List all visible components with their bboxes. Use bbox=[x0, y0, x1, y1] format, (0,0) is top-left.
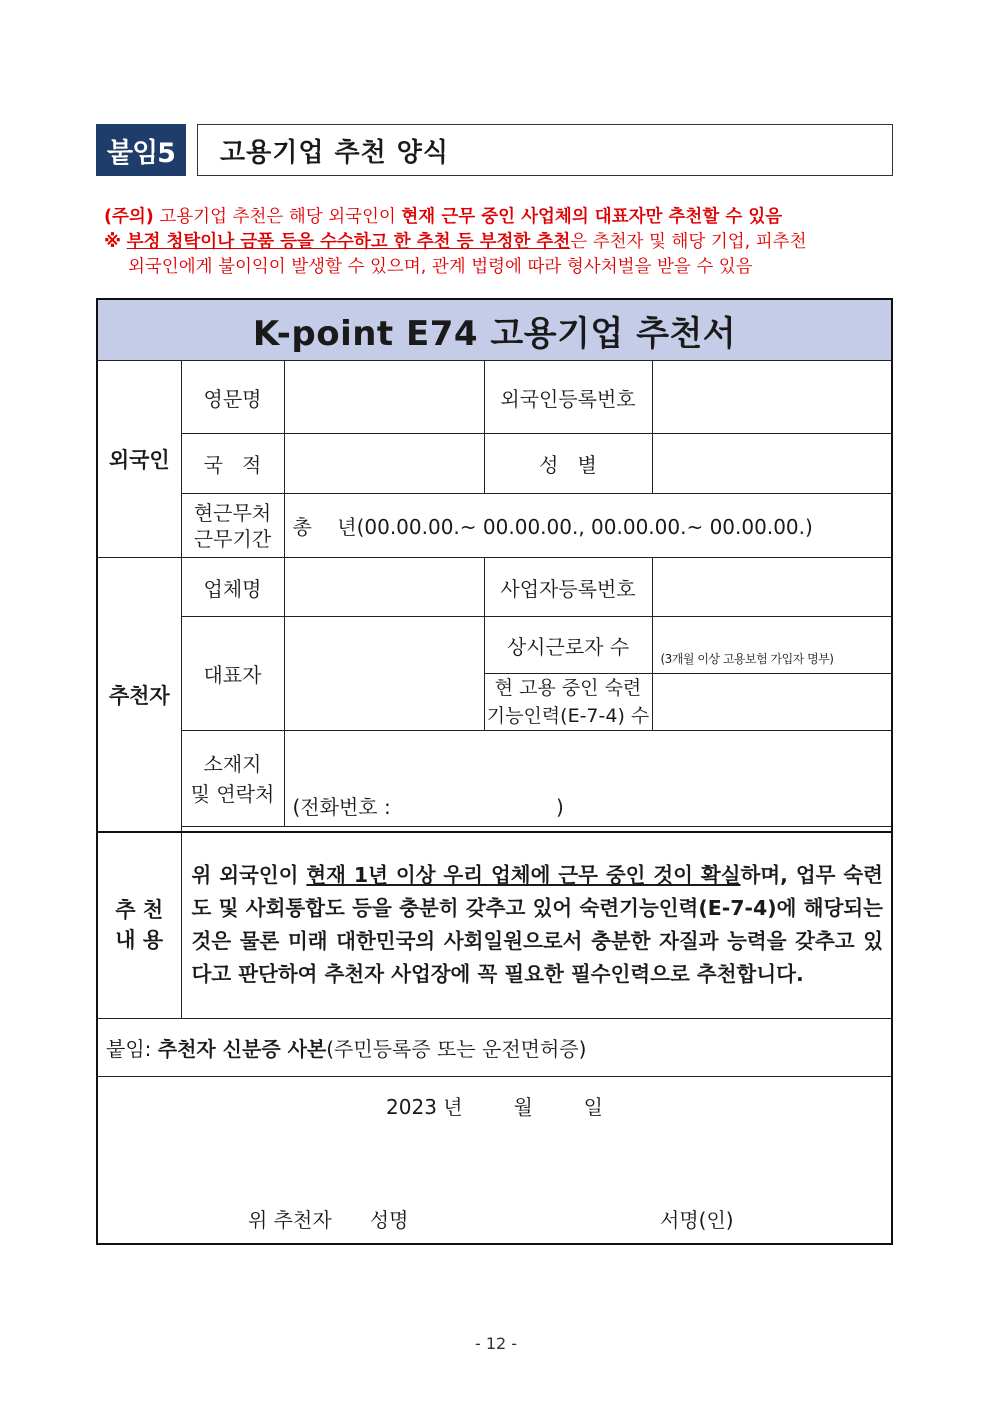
skilled-workers-label-line-2: 기능인력(E-7-4) 수 bbox=[486, 705, 650, 727]
nationality-field[interactable] bbox=[284, 434, 484, 494]
content-text-2: 하며, 업무 숙련도 및 사회통합도 등을 충분히 갖추고 있어 숙련기능인력(E-7-4)에 해당되는 것은 물론 미래 대한민국의 사회일원으로서 충분한 자질과 능력을 갖추고 있다고 판단하여 추천자 사업장에 꼭 필요한 필수인력으로 추천합니다. bbox=[191, 863, 883, 987]
alien-registration-field[interactable] bbox=[652, 361, 892, 434]
signature-block bbox=[97, 1076, 892, 1244]
address-label bbox=[181, 731, 284, 827]
date-line[interactable]: 2023 년 월 일 bbox=[386, 1094, 603, 1119]
signer-label: 위 추천자 성명 bbox=[248, 1207, 409, 1232]
notice-line-3: 외국인에게 불이익이 발생할 수 있으며, 관계 법령에 따라 형사처벌을 받을 수 있음 bbox=[128, 257, 753, 277]
reference-mark: ※ bbox=[104, 232, 122, 252]
company-name-field[interactable] bbox=[284, 558, 484, 617]
content-section-label-line-2: 내 용 bbox=[115, 928, 164, 953]
notice-underlined: 부정 청탁이나 금품 등을 수수하고 한 추천 등 부정한 추천 bbox=[126, 232, 571, 252]
skilled-workers-label-line-1: 현 고용 중인 숙련 bbox=[494, 677, 642, 699]
notice-text: 고용기업 추천은 해당 외국인이 bbox=[153, 207, 402, 227]
recommendation-form bbox=[96, 298, 893, 833]
attachment-prefix: 붙임: bbox=[106, 1036, 158, 1061]
gender-field[interactable] bbox=[652, 434, 892, 494]
attachment-row bbox=[97, 1018, 892, 1076]
page-title-text: 고용기업 추천 양식 bbox=[220, 137, 450, 168]
content-section-label-line-1: 추 천 bbox=[115, 898, 164, 923]
recommendation-content bbox=[181, 832, 892, 1018]
regular-workers-field[interactable] bbox=[652, 617, 892, 674]
signature-field[interactable]: 서명(인) bbox=[660, 1207, 734, 1232]
work-period-field[interactable]: 총 년(00.00.00.~ 00.00.00., 00.00.00.~ 00.00.00.) bbox=[284, 494, 892, 558]
gender-label: 성 별 bbox=[484, 434, 652, 494]
work-period-label bbox=[181, 494, 284, 558]
form-title: K-point E74 고용기업 추천서 bbox=[97, 299, 892, 361]
content-section-label bbox=[97, 832, 181, 1018]
work-period-label-line-2: 근무기간 bbox=[193, 526, 272, 551]
foreigner-section-label: 외국인 bbox=[97, 361, 181, 558]
phone-label: (전화번호 : ) bbox=[292, 795, 564, 819]
notice-block bbox=[104, 205, 894, 280]
skilled-workers-label bbox=[484, 674, 652, 731]
regular-workers-note: (3개월 이상 고용보험 가입자 명부) bbox=[660, 652, 834, 666]
address-label-line-1: 소재지 bbox=[203, 751, 262, 776]
page-number: - 12 - bbox=[474, 1334, 518, 1353]
notice-emphasis: 현재 근무 중인 사업체의 대표자만 추천할 수 있음 bbox=[401, 207, 783, 227]
ceo-label: 대표자 bbox=[181, 617, 284, 731]
ceo-field[interactable] bbox=[284, 617, 484, 731]
alien-registration-label: 외국인등록번호 bbox=[484, 361, 652, 434]
attachment-tag: 붙임5 bbox=[96, 124, 186, 176]
notice-text-2: 은 추천자 및 해당 기업, 피추천 bbox=[570, 232, 807, 252]
notice-line-1 bbox=[104, 205, 894, 230]
regular-workers-label: 상시근로자 수 bbox=[484, 617, 652, 674]
recommender-section-label: 추천자 bbox=[97, 558, 181, 833]
address-label-line-2: 및 연락처 bbox=[190, 781, 275, 806]
nationality-label: 국 적 bbox=[181, 434, 284, 494]
content-text-underlined: 현재 1년 이상 우리 업체에 근무 중인 것이 확실 bbox=[306, 863, 741, 888]
english-name-label: 영문명 bbox=[181, 361, 284, 434]
business-registration-field[interactable] bbox=[652, 558, 892, 617]
page-title bbox=[197, 124, 893, 176]
address-field[interactable] bbox=[284, 731, 892, 827]
notice-caution-label: (주의) bbox=[104, 207, 154, 227]
english-name-field[interactable] bbox=[284, 361, 484, 434]
notice-line-2 bbox=[104, 230, 894, 255]
attachment-bold: 추천자 신분증 사본 bbox=[157, 1036, 327, 1061]
skilled-workers-field[interactable] bbox=[652, 674, 892, 731]
attachment-text: (주민등록증 또는 운전면허증) bbox=[326, 1036, 587, 1061]
work-period-label-line-1: 현근무처 bbox=[193, 500, 272, 525]
recommendation-content-table bbox=[96, 831, 893, 1245]
content-text-1: 위 외국인이 bbox=[191, 863, 307, 888]
business-registration-label: 사업자등록번호 bbox=[484, 558, 652, 617]
company-name-label: 업체명 bbox=[181, 558, 284, 617]
